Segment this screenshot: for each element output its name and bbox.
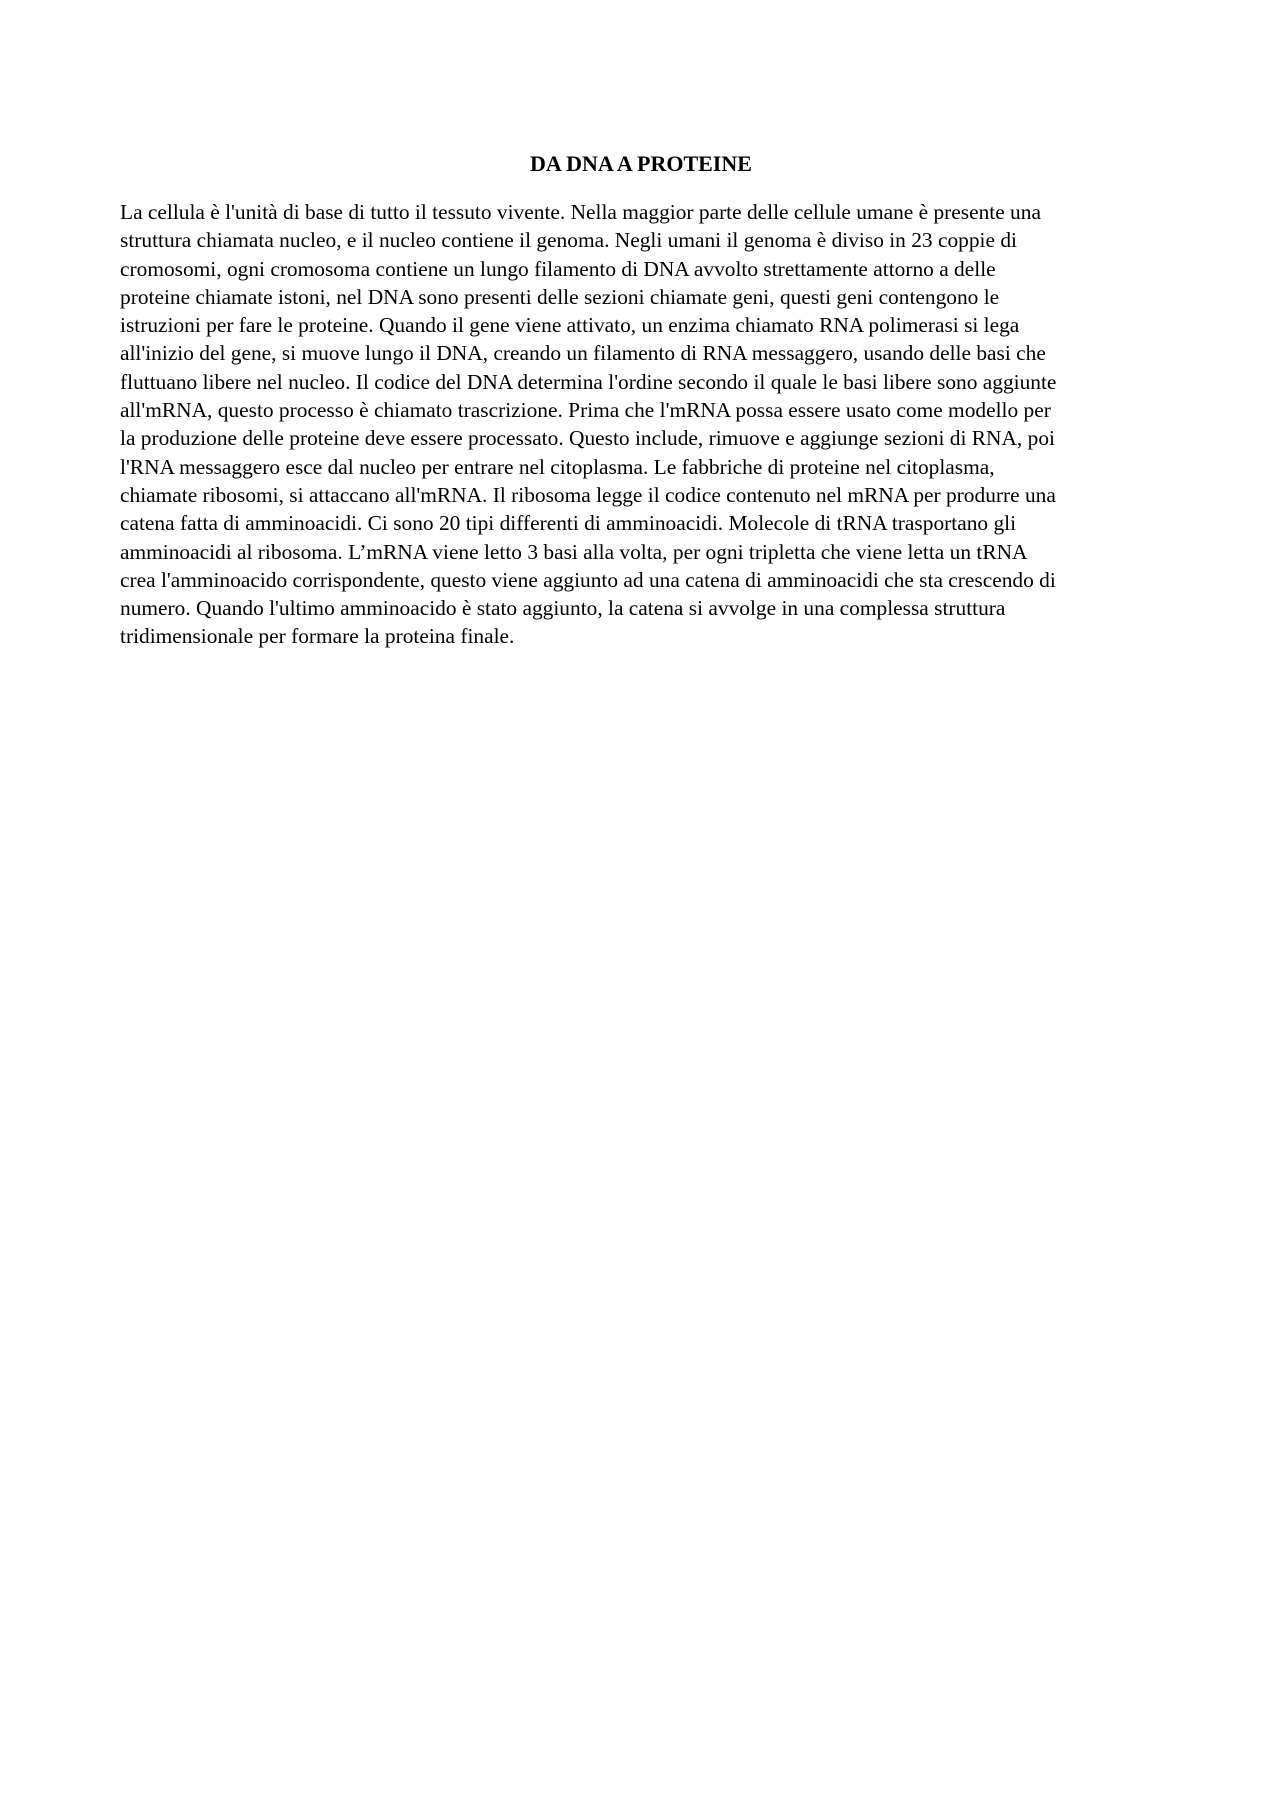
paragraph-line: chiamate ribosomi, si attaccano all'mRNA. Il ribosoma legge il codice contenuto nel mRNA per produrre una <box>120 482 1056 507</box>
paragraph-line: numero. Quando l'ultimo amminoacido è stato aggiunto, la catena si avvolge in una complessa struttura <box>120 596 1006 621</box>
paragraph-line: amminoacidi al ribosoma. L’mRNA viene letto 3 basi alla volta, per ogni tripletta che viene letta un tRNA <box>120 539 1028 564</box>
paragraph-line: La cellula è l'unità di base di tutto il tessuto vivente. Nella maggior parte delle cellule umane è presente una <box>120 200 1041 224</box>
paragraph-line: l'RNA messaggero esce dal nucleo per entrare nel citoplasma. Le fabbriche di proteine nel citoplasma, <box>120 454 995 479</box>
paragraph-line: catena fatta di amminoacidi. Ci sono 20 tipi differenti di amminoacidi. Molecole di tRNA trasportano gli <box>120 511 1017 536</box>
paragraph-line: struttura chiamata nucleo, e il nucleo contiene il genoma. Negli umani il genoma è diviso in 23 coppie di <box>120 228 1017 253</box>
paragraph-line: cromosomi, ogni cromosoma contiene un lungo filamento di DNA avvolto strettamente attorno a delle <box>120 256 996 281</box>
paragraph-line: istruzioni per fare le proteine. Quando il gene viene attivato, un enzima chiamato RNA polimerasi si lega <box>120 313 1020 338</box>
document-body-paragraph <box>120 198 1162 651</box>
document-title: DA DNA A PROTEINE <box>530 151 752 176</box>
paragraph-line: fluttuano libere nel nucleo. Il codice del DNA determina l'ordine secondo il quale le basi libere sono aggiunte <box>120 369 1057 394</box>
paragraph-line: all'inizio del gene, si muove lungo il DNA, creando un filamento di RNA messaggero, usando delle basi che <box>120 341 1046 366</box>
paragraph-line: la produzione delle proteine deve essere processato. Questo include, rimuove e aggiunge sezioni di RNA, poi <box>120 426 1055 451</box>
paragraph-line: tridimensionale per formare la proteina finale. <box>120 624 515 649</box>
paragraph-line: proteine chiamate istoni, nel DNA sono presenti delle sezioni chiamate geni, questi geni contengono le <box>120 284 1000 309</box>
paragraph-line: all'mRNA, questo processo è chiamato trascrizione. Prima che l'mRNA possa essere usato come modello per <box>120 398 1051 423</box>
paragraph-line: crea l'amminoacido corrispondente, questo viene aggiunto ad una catena di amminoacidi che sta crescendo di <box>120 567 1056 592</box>
